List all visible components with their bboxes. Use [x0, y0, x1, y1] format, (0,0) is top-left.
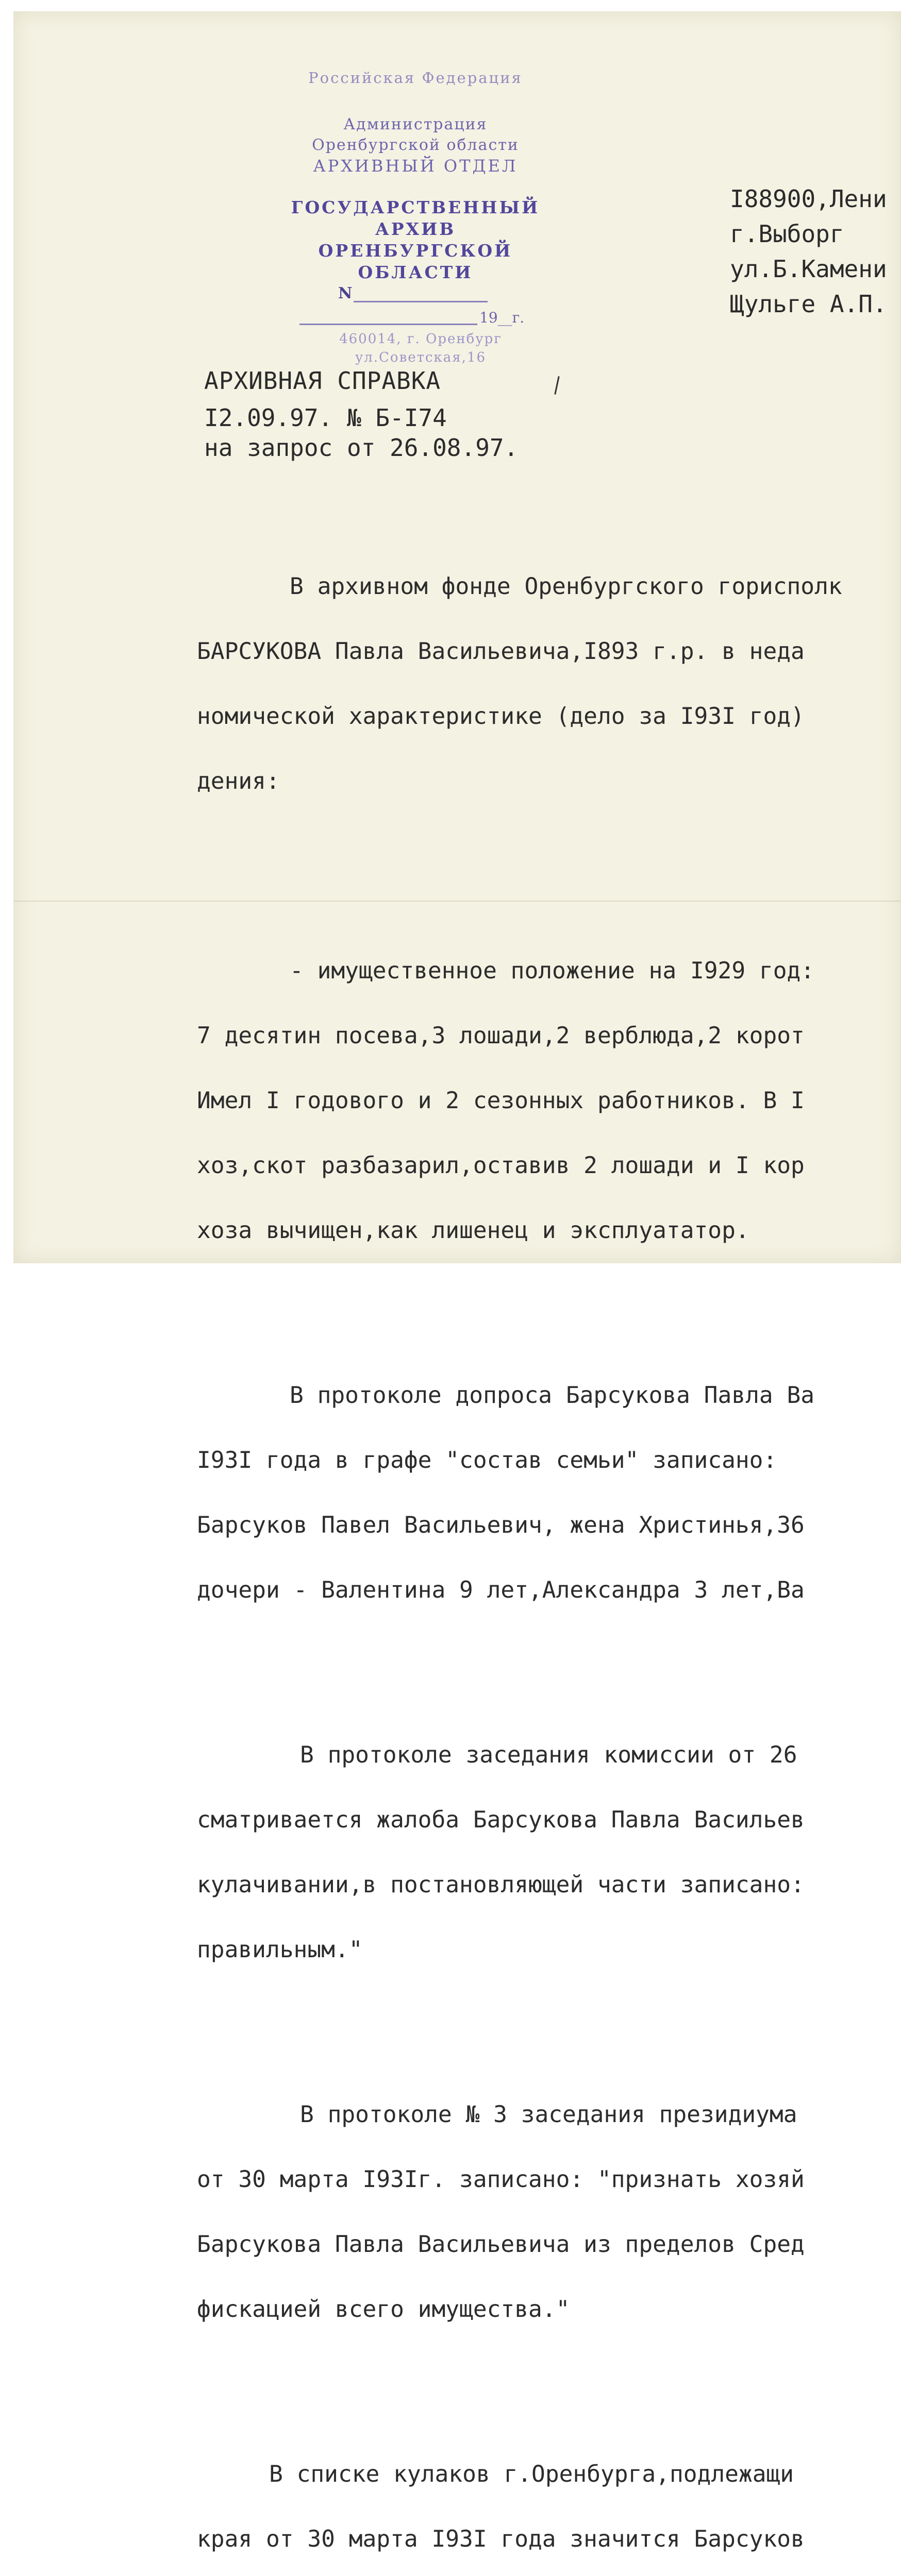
stamp-date-line — [299, 324, 477, 325]
body-line: - имущественное положение на I929 год: — [290, 958, 815, 984]
stamp-number-line — [354, 301, 488, 302]
stamp-federation: Российская Федерация — [308, 69, 523, 87]
body-line: БАРСУКОВА Павла Васильевича,I893 г.р. в неда — [197, 638, 805, 665]
paragraph-3 — [197, 1342, 842, 1645]
stamp-address — [292, 330, 549, 367]
paragraph-2 — [197, 917, 842, 1285]
body-line: 7 десятин посева,3 лошади,2 верблюда,2 корот — [197, 1023, 805, 1049]
body-line: В списке кулаков г.Оренбурга,подлежащи — [269, 2461, 794, 2487]
body-line: В архивном фонде Оренбургского горисполк — [290, 573, 842, 600]
stamp-archive-line: ОРЕНБУРГСКОЙ — [318, 241, 513, 261]
stamp-year: 19__г. — [479, 309, 525, 326]
stamp-admin-line: АРХИВНЫЙ ОТДЕЛ — [313, 156, 518, 176]
body-line: кулачивании,в постановляющей части записано: — [197, 1872, 805, 1898]
body-line: хоз,скот разбазарил,оставив 2 лошади и I кор — [197, 1153, 805, 1179]
body-line: В протоколе заседания комиссии от 26 — [300, 1742, 797, 1768]
paragraph-4 — [197, 1701, 842, 2004]
body-line: Имел I годового и 2 сезонных работников. В I — [197, 1088, 805, 1114]
document-page — [13, 11, 901, 2552]
stamp-state-archive — [287, 197, 544, 283]
stamp-archive-line: ГОСУДАРСТВЕННЫЙ — [291, 197, 540, 217]
body-line: I93I года в графе "состав семьи" записано: — [197, 1447, 777, 1473]
paragraph-5 — [197, 2061, 842, 2364]
document-body — [197, 489, 842, 2576]
body-line: хоза вычищен,как лишенец и эксплуататор. — [197, 1217, 749, 1244]
recipient-address-line: Щульге А.П. — [730, 290, 887, 318]
body-line: от 30 марта I93Iг. записано: "признать хозяй — [197, 2166, 805, 2193]
recipient-address-line: ул.Б.Камени — [730, 255, 887, 283]
body-line: дочери - Валентина 9 лет,Александра 3 лет,Ва — [197, 1577, 805, 1603]
stamp-address-line: ул.Советская,16 — [355, 350, 487, 365]
pen-mark — [554, 376, 559, 395]
body-line: В протоколе № 3 заседания президиума — [300, 2102, 797, 2128]
body-line: В протоколе допроса Барсукова Павла Ва — [290, 1382, 815, 1409]
document-header — [204, 366, 518, 463]
body-line: фискацией всего имущества." — [197, 2296, 570, 2323]
stamp-archive-line: АРХИВ — [375, 219, 456, 239]
body-line: Барсукова Павла Васильевича из пределов Сред — [197, 2231, 805, 2258]
body-line: дения: — [197, 768, 280, 794]
stamp-admin-line: Администрация — [343, 115, 488, 133]
recipient-address-line: I88900,Лени — [730, 185, 887, 213]
stamp-archive-line: ОБЛАСТИ — [358, 262, 473, 282]
stamp-administration — [287, 114, 544, 176]
body-line: сматривается жалоба Барсукова Павла Васильев — [197, 1807, 805, 1833]
stamp-address-line: 460014, г. Оренбург — [339, 331, 502, 347]
body-line: края от 30 марта I93I года значится Барсуков — [197, 2526, 805, 2552]
body-line: правильным." — [197, 1937, 363, 1963]
body-line: Барсуков Павел Васильевич, жена Христинья,36 — [197, 1512, 805, 1538]
paragraph-6 — [197, 2420, 842, 2576]
stamp-admin-line: Оренбургской области — [312, 136, 519, 154]
body-line: номической характеристике (дело за I93I год) — [197, 703, 805, 730]
document-date-number: I2.09.97. № Б-I74 — [204, 404, 447, 432]
document-request: на запрос от 26.08.97. — [204, 434, 519, 462]
document-title: АРХИВНАЯ СПРАВКА — [204, 367, 441, 395]
recipient-address — [730, 181, 887, 321]
stamp-number-label: N — [338, 284, 353, 302]
recipient-address-line: г.Выборг — [730, 220, 844, 248]
paragraph-1 — [197, 533, 842, 836]
